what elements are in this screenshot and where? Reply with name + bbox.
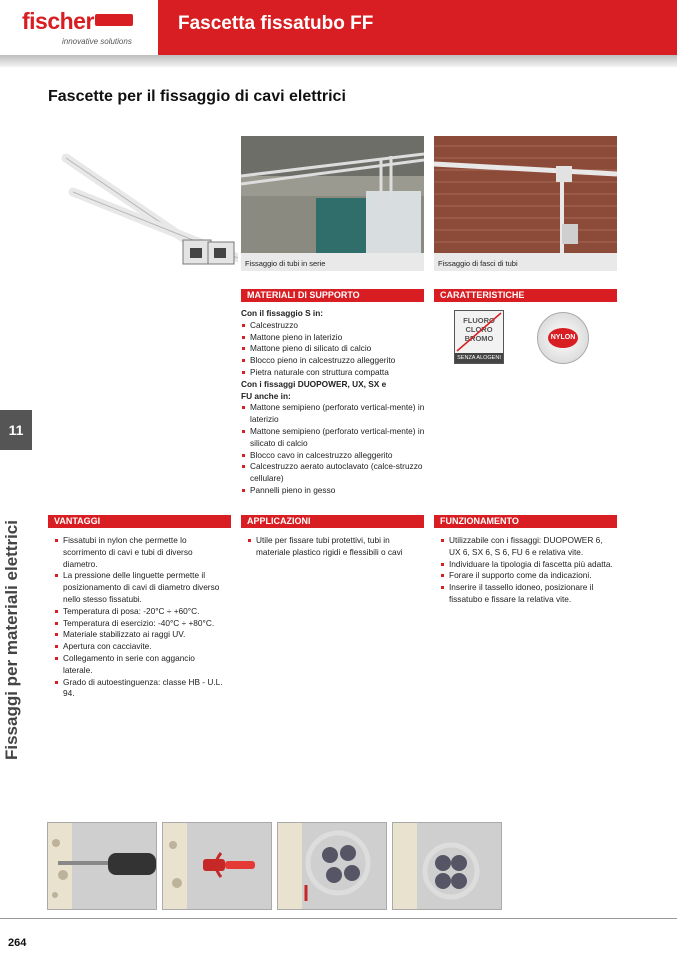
badge-line: BROMO [464,334,494,343]
badge-line: CLORO [465,325,493,334]
divider [241,527,424,528]
photo-tube-bundles [434,136,617,253]
materiali-group2-title: Con i fissaggi DUOPOWER, UX, SX e [241,378,387,389]
footer-divider [0,918,677,919]
list-item: Calcestruzzo aerato autoclavato (calce-struzzo cellulare) [241,461,426,485]
section-header-vantaggi: VANTAGGI [48,515,231,527]
photo-tubes-in-series [241,136,424,253]
page-title: Fascetta fissatubo FF [178,13,374,34]
list-item: Apertura con cacciavite. [54,641,226,653]
divider [434,301,617,302]
vantaggi-list [54,535,226,700]
photo-caption: Fissaggio di tubi in serie [241,253,424,271]
applicazioni-list [247,535,419,559]
chapter-label: Fissaggi per materiali elettrici [2,520,21,760]
list-item: La pressione delle linguette permette il posizionamento di cavi di diametro diverso nello stesso fissatubi. [54,570,226,605]
divider [48,527,231,528]
list-item: Forare il supporto come da indicazioni. [440,570,616,582]
photo-caption: Fissaggio di fasci di tubi [434,253,617,271]
nylon-seal [537,312,589,364]
list-item: Blocco cavo in calcestruzzo alleggerito [241,450,426,462]
section-heading: Fascette per il fissaggio di cavi elettrici [48,88,346,105]
list-item: Fissatubi in nylon che permette lo scorrimento di cavi e tubi di diverso diametro. [54,535,226,570]
strike-through-icon [455,311,503,353]
chapter-tab: 11 [0,410,32,450]
list-item: Blocco pieno in calcestruzzo alleggerito [241,355,426,367]
funzionamento-list [440,535,616,606]
section-header-funzionamento: FUNZIONAMENTO [434,515,617,527]
materiali-content [241,308,426,497]
list-item: Mattone semipieno (perforato vertical-mente) in laterizio [241,402,426,426]
step-2-insert-plug-illustration [162,822,272,910]
list-item: Pietra naturale con struttura compatta [241,367,426,379]
header-shadow [0,55,677,67]
nylon-label: NYLON [548,328,578,348]
brand-logo: fischer [22,8,94,34]
halogen-free-badge [454,310,504,364]
list-item: Mattone pieno di silicato di calcio [241,343,426,355]
materiali-group2-title-cont: FU anche in: [241,390,291,401]
list-item: Individuare la tipologia di fascetta più adatta. [440,559,616,571]
divider [434,527,617,528]
step-1-drill-illustration [47,822,157,910]
brand-tagline: innovative solutions [62,37,132,46]
materiali-group1-title: Con il fissaggio S in: [241,308,324,318]
section-header-caratteristiche: CARATTERISTICHE [434,289,617,301]
list-item: Materiale stabilizzato ai raggi UV. [54,629,226,641]
step-4-fix-screw-illustration [392,822,502,910]
list-item: Calcestruzzo [241,320,426,332]
list-item: Pannelli pieno in gesso [241,485,426,497]
cable-tie-product-image [48,140,238,280]
list-item: Utilizzabile con i fissaggi: DUOPOWER 6, UX 6, SX 6, S 6, FU 6 e relativa vite. [440,535,616,559]
list-item: Grado di autoestinguenza: classe HB - U.L. 94. [54,677,226,701]
list-item: Mattone semipieno (perforato vertical-mente) in silicato di calcio [241,426,426,450]
step-3-place-clip-illustration [277,822,387,910]
badge-line: FLUORO [463,316,495,325]
list-item: Temperatura di esercizio: -40°C ÷ +80°C. [54,618,226,630]
list-item: Mattone pieno in laterizio [241,332,426,344]
brand-badge-icon [95,14,133,26]
list-item: Temperatura di posa: -20°C ÷ +60°C. [54,606,226,618]
list-item: Collegamento in serie con aggancio laterale. [54,653,226,677]
badge-footer: SENZA ALOGENI [455,353,503,363]
page-number: 264 [8,937,27,949]
section-header-applicazioni: APPLICAZIONI [241,515,424,527]
section-header-materiali: MATERIALI DI SUPPORTO [241,289,424,301]
list-item: Utile per fissare tubi protettivi, tubi in materiale plastico rigidi e flessibili o cavi [247,535,419,559]
divider [241,301,424,302]
list-item: Inserire il tassello idoneo, posizionare il fissatubo e fissare la relativa vite. [440,582,616,606]
